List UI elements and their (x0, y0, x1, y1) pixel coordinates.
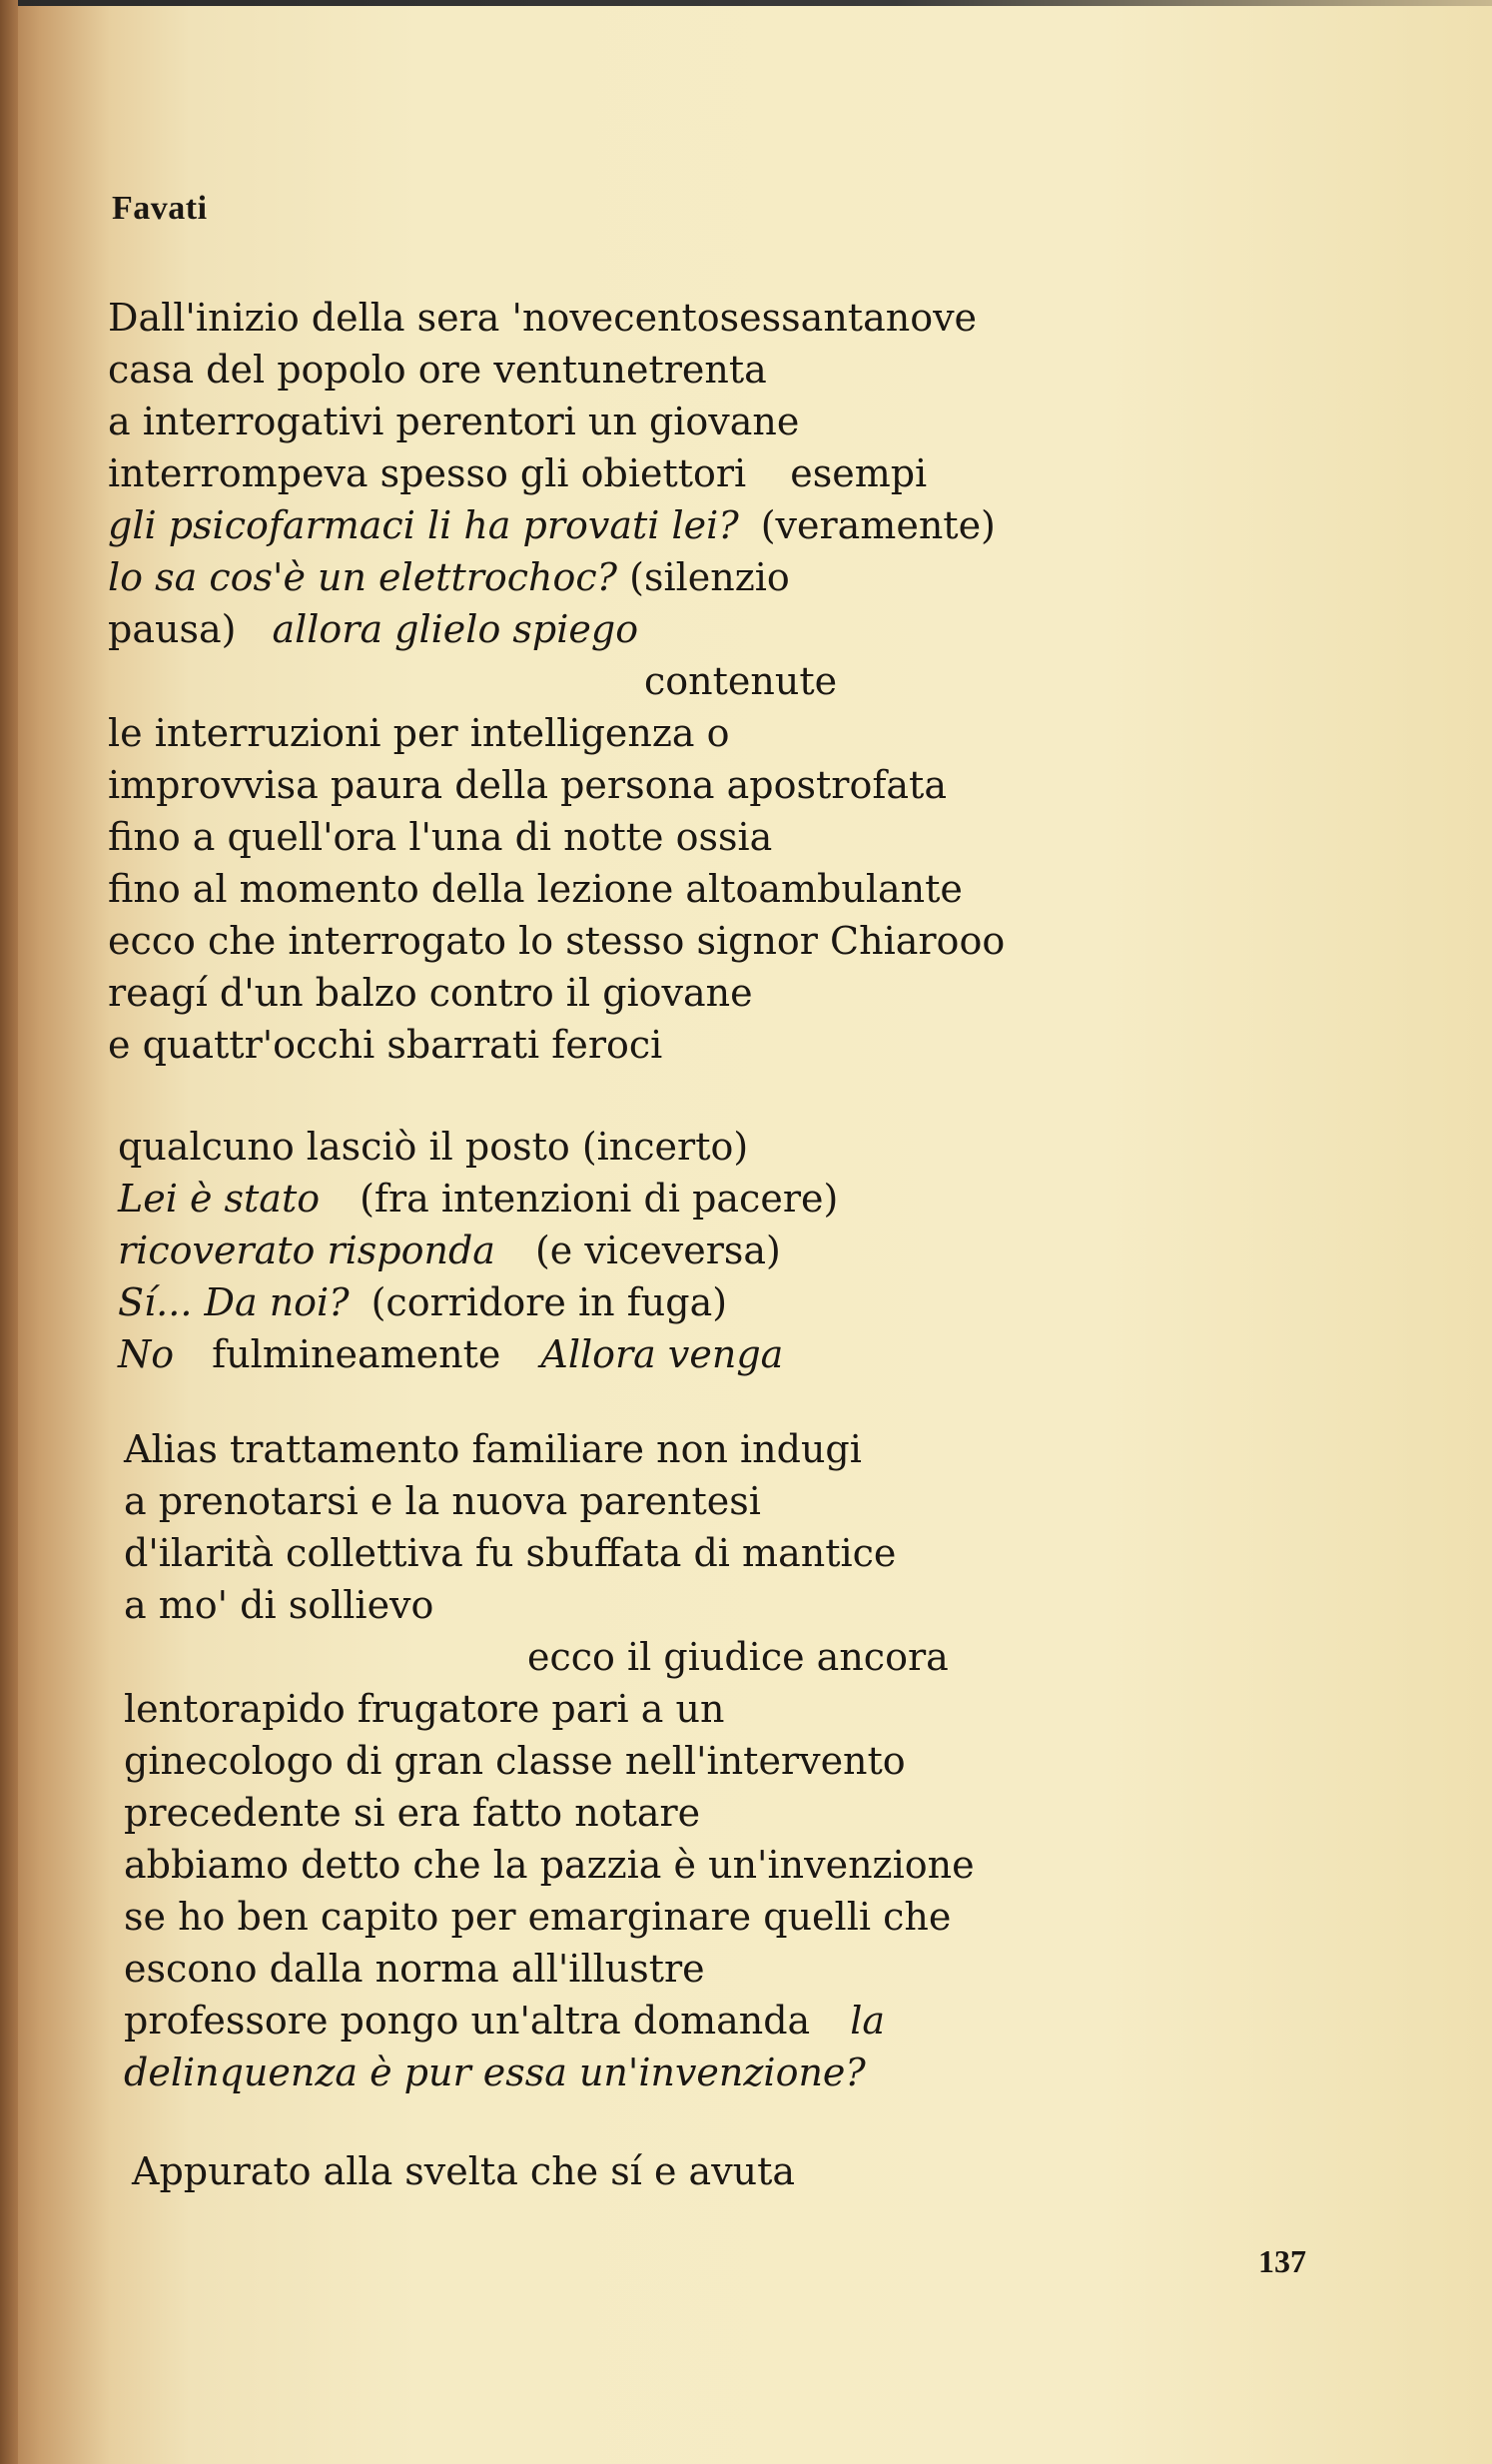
line-text: e quattr'occhi sbarrati feroci (108, 1023, 663, 1067)
italic-speech: ricoverato risponda (118, 1229, 495, 1272)
italic-speech: Lei è stato (118, 1177, 321, 1221)
line-text: esempi (790, 451, 928, 495)
verse-line (108, 759, 1005, 811)
italic-speech: No (118, 1332, 175, 1376)
verse-line (108, 603, 1005, 655)
line-text: ginecologo di gran classe nell'intervento (124, 1739, 906, 1783)
verse-line (108, 447, 1005, 499)
line-text: fulmineamente (212, 1332, 501, 1376)
line-text: (veramente) (760, 503, 996, 547)
line-text: professore pongo un'altra domanda (124, 1999, 811, 2043)
verse-line (124, 1631, 975, 1683)
line-text: a interrogativi perentori un giovane (108, 400, 800, 443)
verse-line (124, 1787, 975, 1839)
verse-line (124, 1423, 975, 1475)
line-text: ecco che interrogato lo stesso signor Chiarooo (108, 919, 1006, 963)
verse-line (124, 2047, 975, 2098)
verse-line (124, 1475, 975, 1527)
line-text: Alias trattamento familiare non indugi (124, 1427, 862, 1471)
verse-line (108, 499, 1005, 551)
line-text: se ho ben capito per emarginare quelli che (124, 1895, 952, 1939)
verse-line (108, 1019, 1005, 1071)
line-text: reagí d'un balzo contro il giovane (108, 971, 753, 1015)
italic-speech: gli psicofarmaci li ha provati lei? (108, 503, 739, 547)
line-text: Dall'inizio della sera 'novecentosessantanove (108, 296, 978, 340)
line-text: abbiamo detto che la pazzia è un'invenzione (124, 1843, 975, 1887)
verse-line (124, 1579, 975, 1631)
italic-speech: Allora venga (540, 1332, 784, 1376)
line-text: le interruzioni per intelligenza o (108, 711, 730, 755)
line-text: pausa) (108, 607, 237, 651)
verse-line (118, 1121, 838, 1173)
line-text: Appurato alla svelta che sí e avuta (132, 2149, 796, 2193)
line-text: qualcuno lasciò il posto (incerto) (118, 1125, 749, 1169)
verse-line (118, 1173, 838, 1225)
verse-line (124, 1995, 975, 2047)
italic-speech: delinquenza è pur essa un'invenzione? (124, 2051, 866, 2094)
stanza-2 (118, 1121, 838, 1380)
author-header: Favati (112, 190, 208, 227)
stanza-3 (124, 1423, 975, 2098)
verse-line (108, 915, 1005, 967)
verse-line (108, 655, 1005, 707)
verse-line (124, 1735, 975, 1787)
page-number: 137 (1258, 2243, 1306, 2279)
verse-line (124, 1839, 975, 1891)
line-text: improvvisa paura della persona apostrofata (108, 763, 947, 807)
verse-line (118, 1328, 838, 1380)
verse-line (118, 1276, 838, 1328)
line-text: fino a quell'ora l'una di notte ossia (108, 815, 773, 859)
stanza-1 (108, 292, 1005, 1071)
line-text: (e viceversa) (534, 1229, 781, 1272)
verse-line (124, 1891, 975, 1943)
italic-speech: lo sa cos'è un elettrochoc? (108, 555, 618, 599)
line-text: lentorapido frugatore pari a un (124, 1687, 725, 1731)
line-text: d'ilarità collettiva fu sbuffata di mantice (124, 1531, 897, 1575)
verse-line (108, 551, 1005, 603)
line-text: escono dalla norma all'illustre (124, 1947, 705, 1991)
verse-line (108, 396, 1005, 447)
italic-speech: la (850, 1999, 886, 2043)
line-text: ecco il giudice ancora (527, 1635, 949, 1679)
line-text: a mo' di sollievo (124, 1583, 434, 1627)
line-text: (fra intenzioni di pacere) (360, 1177, 839, 1221)
verse-line (108, 292, 1005, 344)
verse-line (124, 1943, 975, 1995)
verse-line (108, 863, 1005, 915)
line-text: casa del popolo ore ventunetrenta (108, 348, 767, 392)
verse-line (108, 707, 1005, 759)
verse-line (108, 344, 1005, 396)
line-text: interrompeva spesso gli obiettori (108, 451, 747, 495)
stanza-4 (132, 2145, 795, 2197)
verse-line (108, 967, 1005, 1019)
italic-speech: Sí... Da noi? (118, 1280, 350, 1324)
verse-line (118, 1225, 838, 1276)
verse-line (108, 811, 1005, 863)
verse-line (132, 2145, 795, 2197)
line-text: fino al momento della lezione altoambulante (108, 867, 963, 911)
line-text: precedente si era fatto notare (124, 1791, 701, 1835)
line-text: contenute (644, 659, 838, 703)
line-text: (silenzio (629, 555, 790, 599)
line-text: (corridore in fuga) (371, 1280, 728, 1324)
verse-line (124, 1683, 975, 1735)
page-top-edge (0, 0, 1492, 6)
italic-speech: allora glielo spiego (272, 607, 639, 651)
line-text: a prenotarsi e la nuova parentesi (124, 1479, 761, 1523)
verse-line (124, 1527, 975, 1579)
page-binding-edge (0, 0, 18, 2464)
